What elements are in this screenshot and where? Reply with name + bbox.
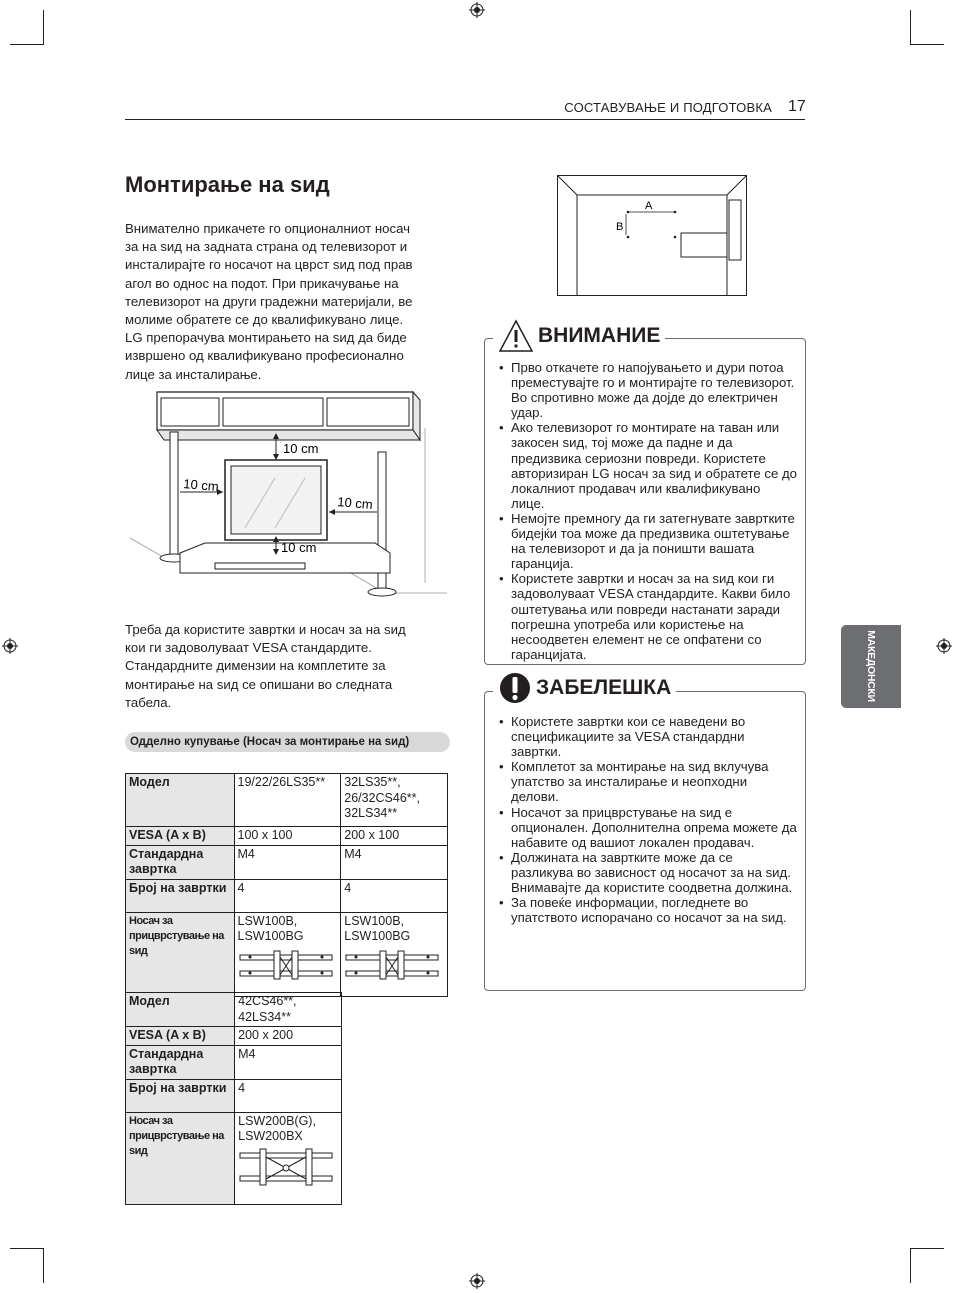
cell-model: 19/22/26LS35** xyxy=(234,774,341,827)
caution-heading xyxy=(493,316,665,356)
cell-count: 4 xyxy=(235,1079,342,1112)
text-line: Треба да користите завртки и носач за на sид xyxy=(125,622,406,637)
registration-mark-icon xyxy=(469,1273,485,1289)
bracket-model: LSW200B(G), LSW200BX xyxy=(238,1113,316,1143)
registration-mark-icon xyxy=(2,638,18,654)
list-item: • Комплетот за монтирање на sид вклучува упатство за инсталирање и неопходни делови. xyxy=(497,759,797,804)
list-item: • Користете завртки и носач за на sид кои ги задоволуваат VESA стандардите. Какви било оштетувања или повреди настанати заради погрешна употреба или користење на несоодветен елемент не се опфатени со гаранцијата. xyxy=(497,571,797,662)
text-line: телевизорот на други градежни материјали, ве xyxy=(125,293,413,309)
note-list xyxy=(497,714,797,925)
row-label: Број на завртки xyxy=(126,1079,235,1112)
list-item: • Немојте премногу да ги затегнувате завртките бидејќи тоа може да предизвика оштетување на телевизорот и да ја поништи вашата гаранција. xyxy=(497,511,797,571)
text-line: за на sид на задната страна од телевизорот и xyxy=(125,239,408,255)
spec-table-1 xyxy=(125,773,448,997)
intro-paragraph xyxy=(125,220,455,384)
table-row xyxy=(126,993,342,1027)
language-tab-label: МАКЕДОНСКИ xyxy=(865,630,877,702)
table-row xyxy=(126,1045,342,1079)
note-heading xyxy=(493,668,676,708)
text-line: молиме обратете се до квалификувано лице. xyxy=(125,312,404,328)
cell-count: 4 xyxy=(341,879,448,912)
top-clearance-label: 10 cm xyxy=(283,441,319,456)
text-line: агол во однос на подот. При прикачување на xyxy=(125,275,399,291)
page-title: Монтирање на sид xyxy=(125,172,330,197)
section-header: СОСТАВУВАЊЕ И ПОДГОТОВКА xyxy=(564,100,772,115)
spec-table-2 xyxy=(125,992,342,1205)
text-line: инсталирајте го носачот на цврст sид под прав xyxy=(125,257,413,273)
row-label: VESA (A x B) xyxy=(126,827,235,846)
cell-vesa: 200 x 200 xyxy=(235,1027,342,1046)
registration-mark-icon xyxy=(469,2,485,18)
cell-vesa: 100 x 100 xyxy=(234,827,341,846)
separate-purchase-label: Одделно купување (Носач за монтирање на sид) xyxy=(125,732,450,752)
cell-vesa: 200 x 100 xyxy=(341,827,448,846)
crop-mark xyxy=(910,10,911,45)
crop-mark xyxy=(10,1248,44,1249)
list-item: • Должината на завртките може да се разликува во зависност од носачот за на sид. Внимавајте да користите соодветна должина. xyxy=(497,850,797,895)
list-item: • Користете завртки кои се наведени во спецификациите за VESA стандардни завртки. xyxy=(497,714,797,759)
row-label: Модел xyxy=(126,993,235,1027)
row-label: Стандардна завртка xyxy=(126,1045,235,1079)
text-line: монтирање на sид се опишани во следната xyxy=(125,676,393,692)
row-label: Број на завртки xyxy=(126,879,235,912)
warning-triangle-icon xyxy=(498,319,534,353)
row-label: Носач за прицврстување на sид xyxy=(126,912,235,996)
crop-mark xyxy=(910,1248,944,1249)
table-row xyxy=(126,912,448,996)
caution-list xyxy=(497,360,797,662)
row-label: Носач за прицврстување на sид xyxy=(126,1112,235,1204)
text-line: кои ги задоволуваат VESA стандардите. xyxy=(125,640,372,656)
row-label: Модел xyxy=(126,774,235,827)
page-number: 17 xyxy=(788,98,806,115)
table-row xyxy=(126,879,448,912)
cell-bracket xyxy=(341,912,448,996)
cell-model: 32LS35**, 26/32CS46**, 32LS34** xyxy=(341,774,448,827)
text-line: лице за инсталирање. xyxy=(125,366,262,382)
text-line: табела. xyxy=(125,694,172,710)
cell-count: 4 xyxy=(234,879,341,912)
table-row xyxy=(126,1112,342,1204)
language-tab xyxy=(841,625,901,708)
wall-bracket-icon xyxy=(344,947,440,983)
table-row xyxy=(126,845,448,879)
exclamation-circle-icon xyxy=(498,671,532,705)
wall-bracket-icon xyxy=(238,1147,334,1187)
header-rule xyxy=(125,119,805,120)
bracket-model: LSW100B, LSW100BG xyxy=(344,913,411,943)
crop-mark xyxy=(910,1248,911,1283)
crop-mark xyxy=(910,44,944,45)
crop-mark xyxy=(10,44,44,45)
list-item: • Ако телевизорот го монтирате на таван или закосен sид, тој може да падне и да предизвика сериозни повреди. Користете авторизиран LG носач за sид и обратете се до локалниот продавач или квалификувано лице. xyxy=(497,420,797,511)
cell-bracket xyxy=(234,912,341,996)
cell-bracket xyxy=(235,1112,342,1204)
caution-title: ВНИМАНИЕ xyxy=(538,324,661,347)
vesa-label-a: A xyxy=(645,200,653,212)
table-row xyxy=(126,1079,342,1112)
table-row xyxy=(126,774,448,827)
cell-screw: M4 xyxy=(234,845,341,879)
text-line: Внимателно прикачете го опционалниот носач xyxy=(125,221,411,236)
list-item: • За повеќе информации, погледнете во упатството испорачано со носачот за на sид. xyxy=(497,895,797,925)
registration-mark-icon xyxy=(936,638,952,654)
text-line: Стандардните димензии на комплетите за xyxy=(125,658,386,674)
left-clearance-label: 10 cm xyxy=(182,476,220,495)
crop-mark xyxy=(43,10,44,45)
text-line: LG препорачува монтирањето на sид да биде xyxy=(125,330,407,346)
right-clearance-label: 10 cm xyxy=(336,494,374,513)
row-label: VESA (A x B) xyxy=(126,1027,235,1046)
table-row xyxy=(126,1027,342,1046)
crop-mark xyxy=(43,1248,44,1283)
text-line: извршено од квалификувано професионално xyxy=(125,348,404,364)
vesa-diagram xyxy=(557,175,747,296)
cell-screw: M4 xyxy=(235,1045,342,1079)
cell-screw: M4 xyxy=(341,845,448,879)
bracket-model: LSW100B, LSW100BG xyxy=(237,913,304,943)
clearance-diagram xyxy=(125,388,450,606)
note-title: ЗАБЕЛЕШКА xyxy=(536,676,672,699)
cell-model: 42CS46**, 42LS34** xyxy=(235,993,342,1027)
table-row xyxy=(126,827,448,846)
list-item: • Прво откачете го напојувањето и дури потоа преместувајте го и монтирајте го телевизорот. Во спротивно може да дојде до електричен удар. xyxy=(497,360,797,420)
wall-bracket-icon xyxy=(238,947,334,983)
bottom-clearance-label: 10 cm xyxy=(281,540,317,555)
screws-paragraph xyxy=(125,621,455,712)
row-label: Стандардна завртка xyxy=(126,845,235,879)
vesa-label-b: B xyxy=(616,221,624,233)
list-item: • Носачот за прицврстување на sид е опционален. Дополнителна опрема можете да набавите од вашиот локален продавач. xyxy=(497,805,797,850)
